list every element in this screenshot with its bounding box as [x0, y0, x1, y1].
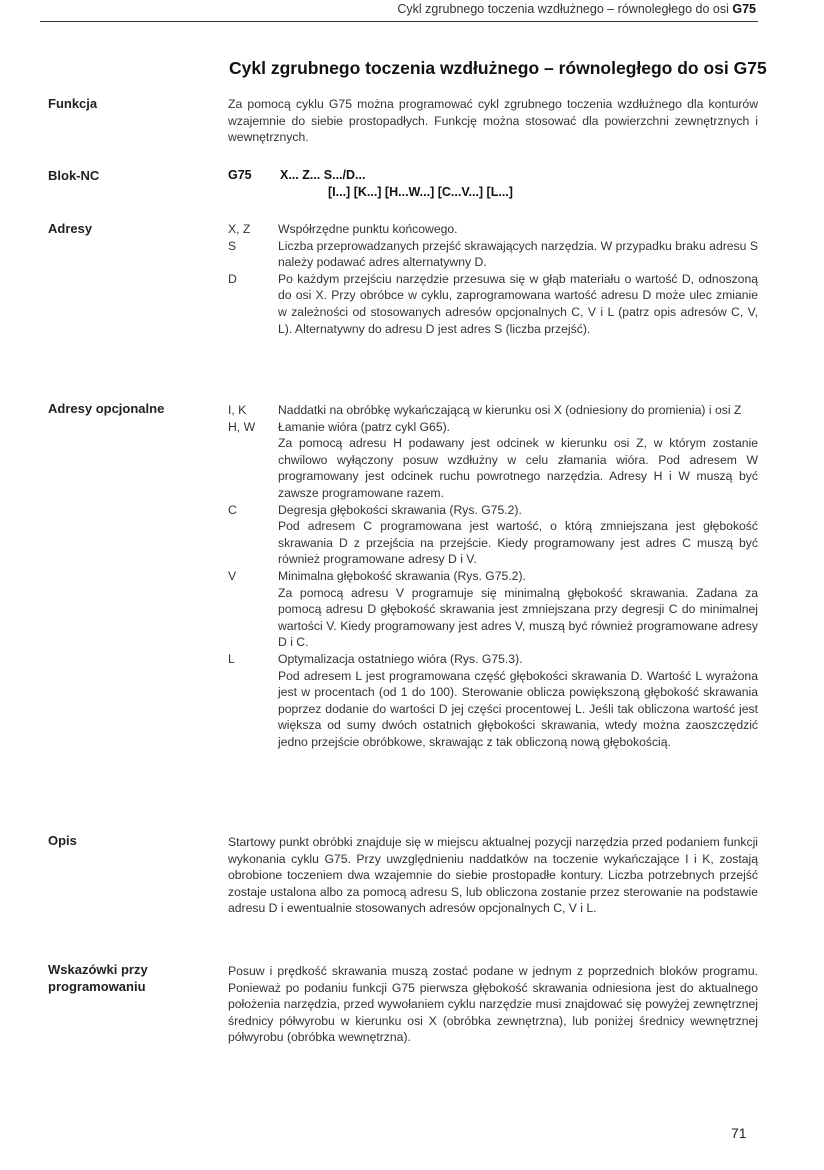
label-opis: Opis — [48, 833, 77, 848]
address-key: V — [228, 568, 237, 583]
address-paragraph: Za pomocą adresu H podawany jest odcinek w kierunku osi Z, w którym zostanie chwilowo wyłączony posuw wzdłużny w celu złamania wióra. Pod adresem W programowany jest odcinek ruchu powrotnego narzędzia. Adresy H i W muszą być zawsze programowane razem. — [278, 436, 758, 500]
address-row — [228, 402, 758, 419]
address-paragraph: Optymalizacja ostatniego wióra (Rys. G75.3). — [278, 651, 523, 666]
text-opis: Startowy punkt obróbki znajduje się w miejscu aktualnej pozycji narzędzia przed podaniem funkcji wykonania cyklu G75. Przy uwzględnieniu naddatków na toczenie wykańczające I i K, zostają obrobione toczeniem dwa wzajemnie do siebie prostopadłe kontury. Liczba potrzebnych przejść zostaje ustalona albo za pomocą adresu S, lub obliczona zostanie przez sterowanie na podstawie adresu D i ewentualnie stosowanych adresów opcjonalnych C, V i L. — [228, 835, 758, 916]
address-row — [228, 238, 758, 271]
address-paragraph: Łamanie wióra (patrz cykl G65). — [278, 419, 451, 434]
label-adresy-opcjonalne: Adresy opcjonalne — [48, 401, 165, 416]
label-blok-nc: Blok-NC — [48, 168, 100, 183]
address-row — [228, 502, 758, 568]
running-header-code: G75 — [732, 2, 756, 16]
address-paragraph: Za pomocą adresu V programuje się minimalną głębokość skrawania. Zadana za pomocą adresu D głębokość skrawania jest zmniejszana przy degresji C do minimalnej wartości V. Kiedy programowany jest adres V, muszą być również programowane adresy D i C. — [278, 585, 758, 650]
address-paragraph: Naddatki na obróbkę wykańczającą w kierunku osi X (odniesiony do promienia) i osi Z — [278, 403, 742, 417]
address-description — [278, 221, 758, 238]
address-description — [278, 502, 758, 568]
page-title: Cykl zgrubnego toczenia wzdłużnego – równoległego do osi G75 — [229, 58, 767, 78]
label-wskazowki — [48, 961, 148, 995]
address-description — [278, 271, 758, 337]
address-row — [228, 419, 758, 502]
address-key: I, K — [228, 403, 247, 417]
adresy-list — [228, 221, 758, 337]
address-key: H, W — [228, 419, 256, 434]
address-paragraph: Liczba przeprowadzanych przejść skrawających narzędzia. W przypadku braku adresu S należy podawać adres alternatywny D. — [278, 238, 758, 270]
address-key: S — [228, 238, 237, 253]
address-paragraph: Minimalna głębokość skrawania (Rys. G75.2). — [278, 568, 526, 583]
address-paragraph: Degresja głębokości skrawania (Rys. G75.2). — [278, 502, 522, 517]
address-key: C — [228, 502, 237, 517]
label-funkcja: Funkcja — [48, 96, 98, 111]
address-description — [278, 402, 758, 419]
address-row — [228, 221, 758, 238]
address-description — [278, 419, 758, 502]
running-header-title: Cykl zgrubnego toczenia wzdłużnego – równoległego do osi — [397, 2, 729, 16]
address-description — [278, 568, 758, 651]
address-row — [228, 271, 758, 337]
address-key: D — [228, 271, 237, 286]
address-row — [228, 568, 758, 651]
page-number: 71 — [731, 1125, 747, 1141]
address-key: X, Z — [228, 222, 251, 236]
label-adresy: Adresy — [48, 221, 93, 236]
header-rule — [40, 21, 758, 22]
label-wskazowki-line1: Wskazówki przy — [48, 962, 148, 977]
text-wskazowki: Posuw i prędkość skrawania muszą zostać podane w jednym z poprzednich bloków programu. Ponieważ po podaniu funkcji G75 pierwsza głębokość skrawania odniesiona jest do aktualnego położenia narzędzia, przed wywołaniem cyklu narzędzie musi znajdować się powyżej zewnętrznej średnicy półwyrobu w kierunku osi X (obróbka zewnętrzna), lub poniżej średnicy wewnętrznej półwyrobu (obróbka wewnętrzna). — [228, 964, 758, 1045]
address-description — [278, 238, 758, 271]
blok-nc-line1: X... Z... S.../D... — [280, 168, 366, 182]
address-paragraph: Pod adresem C programowana jest wartość, o którą zmniejszana jest głębokość skrawania D z przejścia na przejście. Kiedy programowany jest adres C muszą być również programowane adresy D i V. — [278, 519, 758, 567]
blok-nc-line2: [I...] [K...] [H...W...] [C...V...] [L...] — [328, 185, 513, 199]
address-key: L — [228, 651, 235, 666]
blok-nc-code: G75 — [228, 168, 252, 182]
label-wskazowki-line2: programowaniu — [48, 979, 146, 994]
address-row — [228, 651, 758, 751]
running-header — [397, 2, 756, 16]
address-paragraph: Pod adresem L jest programowana część głębokości skrawania D. Wartość L wyrażona jest w procentach (od 1 do 100). Sterowanie oblicza powiększoną głębokość skrawania poprzez dodanie do wartości D jej części procentowej L. Jeśli tak obliczona wartość jest większa od sumy dwóch ostatnich głębokości skrawania, wtedy można zaoszczędzić jedno przejście obróbkowe, skrawając z tak obliczoną nową głębokością. — [278, 668, 758, 749]
address-description — [278, 651, 758, 751]
address-paragraph: Po każdym przejściu narzędzie przesuwa się w głąb materiału o wartość D, odnoszoną do osi X. Przy obróbce w cyklu, zaprogramowana wartość adresu D może ulec zmianie w zależności od stosowanych adresów opcjonalnych C, V i L (patrz opis adresów C, V, L). Alternatywny do adresu D jest adres S (liczba przejść). — [278, 271, 758, 336]
address-paragraph: Współrzędne punktu końcowego. — [278, 222, 458, 236]
adresy-opcjonalne-list — [228, 402, 758, 750]
text-funkcja: Za pomocą cyklu G75 można programować cykl zgrubnego toczenia wzdłużnego dla konturów wzajemnie do siebie prostopadłych. Funkcję można stosować dla powierzchni zewnętrznych i wewnętrznych. — [228, 97, 758, 145]
